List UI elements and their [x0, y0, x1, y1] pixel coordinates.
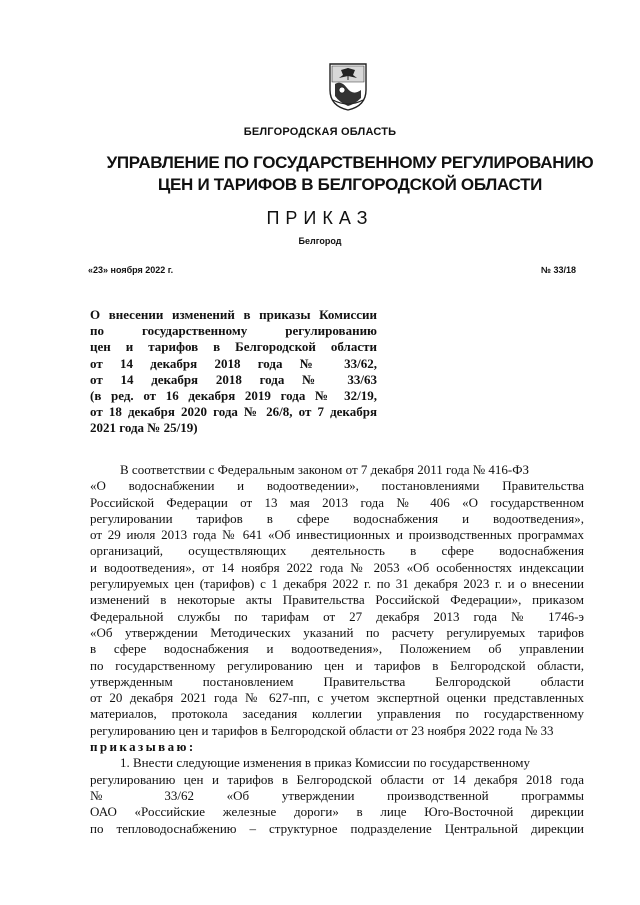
order-number: № 33/18	[540, 265, 576, 275]
order-subject	[90, 307, 377, 437]
body-line: утвержденным постановлением Правительства Белгородской области	[90, 673, 584, 689]
item-line: регулированию цен и тарифов в Белгородской области от 14 декабря 2018 года	[90, 771, 584, 787]
body-line: регулированию цен и тарифов в Белгородской области от 23 ноября 2022 года № 33	[90, 722, 554, 738]
agency-name-line: ЦЕН И ТАРИФОВ В БЕЛГОРОДСКОЙ ОБЛАСТИ	[157, 175, 543, 194]
body-line: от 29 июля 2013 года № 641 «Об инвестиционных и производственных программах	[90, 527, 584, 543]
subject-line: по государственному регулированию	[90, 323, 377, 339]
document-type: ПРИКАЗ	[266, 208, 374, 228]
subject-line: 2021 года № 25/19)	[90, 420, 198, 436]
body-line: Федеральной службы по тарифам от 27 декабря 2013 года № 1746-э	[90, 608, 584, 624]
order-date: «23» ноября 2022 г.	[88, 265, 174, 275]
agency-name-line: УПРАВЛЕНИЕ ПО ГОСУДАРСТВЕННОМУ РЕГУЛИРОВАНИЮ	[106, 153, 594, 172]
subject-line: (в ред. от 16 декабря 2019 года № 32/19,	[90, 388, 377, 404]
body-line: «О водоснабжении и водоотведении», постановлениями Правительства	[90, 478, 584, 494]
body-line: и водоотведения», от 14 ноября 2022 года № 2053 «Об особенностях индексации	[90, 559, 584, 575]
subject-line: цен и тарифов в Белгородской области	[90, 339, 377, 355]
decree-word: приказываю:	[90, 739, 196, 755]
subject-line: от 14 декабря 2018 года № 33/63	[90, 371, 377, 387]
city-name: Белгород	[298, 236, 342, 246]
item-line: по тепловодоснабжению – структурное подразделение Центральной дирекции	[90, 820, 584, 836]
coat-of-arms-emblem	[327, 60, 369, 112]
body-line: регулировании тарифов в сфере водоснабжения и водоотведения»,	[90, 510, 584, 526]
body-line: «Об утверждении Методических указаний по расчету регулируемых тарифов	[90, 624, 584, 640]
subject-line: от 14 декабря 2018 года № 33/62,	[90, 355, 377, 371]
order-body	[90, 462, 584, 837]
subject-line: О внесении изменений в приказы Комиссии	[90, 307, 377, 322]
body-line: изменений в некоторые акты Правительства Российской Федерации», приказом	[90, 592, 584, 608]
subject-line: от 18 декабря 2020 года № 26/8, от 7 декабря	[90, 404, 377, 420]
body-line: в сфере водоснабжения и водоотведения», Положением об управлении	[90, 641, 584, 657]
body-line: от 20 декабря 2021 года № 627-пп, с учетом экспертной оценки представленных	[90, 690, 584, 706]
agency-name	[100, 152, 600, 196]
body-line: Российской Федерации от 13 мая 2013 года № 406 «О государственном	[90, 494, 584, 510]
body-line: В соответствии с Федеральным законом от 7 декабря 2011 года № 416-ФЗ	[120, 462, 530, 477]
region-name: БЕЛГОРОДСКАЯ ОБЛАСТЬ	[243, 126, 397, 138]
item-line: ОАО «Российские железные дороги» в лице Юго-Восточной дирекции	[90, 804, 584, 820]
body-line: регулируемых цен (тарифов) с 1 декабря 2022 г. по 31 декабря 2023 г. и о внесении	[90, 576, 584, 592]
body-line: по государственному регулированию цен и тарифов в Белгородской области,	[90, 657, 584, 673]
item-line: 1. Внести следующие изменения в приказ Комиссии по государственному	[120, 755, 530, 771]
body-line: материалов, протокола заседания коллегии управления по государственному	[90, 706, 584, 722]
body-line: организаций, осуществляющих деятельность в сфере водоснабжения	[90, 543, 584, 559]
item-line: № 33/62 «Об утверждении производственной программы	[90, 787, 584, 803]
